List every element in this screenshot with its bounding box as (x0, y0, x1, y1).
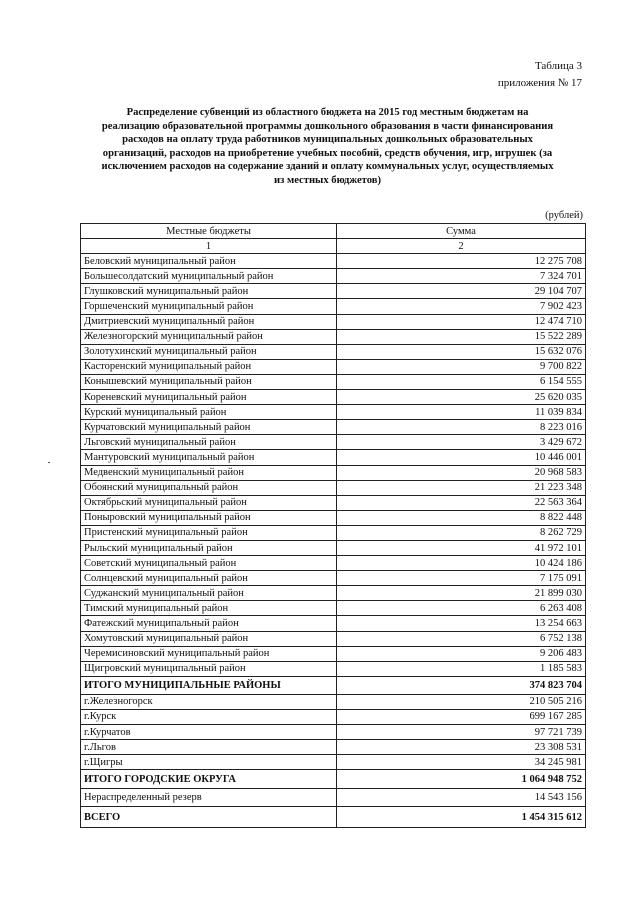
budget-name-cell: Фатежский муниципальный район (81, 616, 337, 631)
subsidy-table (80, 223, 586, 828)
cities-total-row (81, 770, 586, 789)
table-row (81, 495, 586, 510)
budget-name-cell: г.Курск (81, 709, 337, 724)
document-title: Распределение субвенций из областного бюджета на 2015 год местным бюджетам на реализацию образовательной программы дошкольного образования в части финансирования расходов на оплату труда работников муниципальных дошкольных образовательных организаций, расходов на приобретение учебных пособий, средств обучения, игр, игрушек (за исключением расходов на содержание зданий и оплату коммунальных услуг, осуществляемых из местных бюджетов) (101, 107, 554, 186)
reserve-row (81, 789, 586, 807)
budget-name-cell: ИТОГО МУНИЦИПАЛЬНЫЕ РАЙОНЫ (81, 676, 337, 694)
amount-cell: 20 968 583 (337, 465, 586, 480)
budget-name-cell: Льговский муниципальный район (81, 435, 337, 450)
table-row (81, 329, 586, 344)
table-label: Таблица 3 (534, 60, 582, 72)
budget-name-cell: Курский муниципальный район (81, 405, 337, 420)
budget-name-cell: Щигровский муниципальный район (81, 661, 337, 676)
amount-cell: 7 175 091 (337, 571, 586, 586)
appendix-label: приложения № 17 (497, 77, 582, 89)
budget-name-cell: Курчатовский муниципальный район (81, 420, 337, 435)
budget-name-cell: Солнцевский муниципальный район (81, 571, 337, 586)
table-row (81, 556, 586, 571)
table-row (81, 480, 586, 495)
budget-name-cell: Советский муниципальный район (81, 556, 337, 571)
table-row (81, 646, 586, 661)
amount-cell: 25 620 035 (337, 390, 586, 405)
budget-name-cell: Нераспределенный резерв (81, 789, 337, 807)
amount-cell: 13 254 663 (337, 616, 586, 631)
budget-name-cell: Глушковский муниципальный район (81, 284, 337, 299)
amount-cell: 6 263 408 (337, 601, 586, 616)
table-row (81, 694, 586, 709)
table-row (81, 540, 586, 555)
table-row (81, 616, 586, 631)
budget-name-cell: Обоянский муниципальный район (81, 480, 337, 495)
budget-name-cell: Черемисиновский муниципальный район (81, 646, 337, 661)
amount-cell: 1 064 948 752 (337, 770, 586, 789)
table-row (81, 435, 586, 450)
budget-name-cell: г.Железногорск (81, 694, 337, 709)
budget-name-cell: Беловский муниципальный район (81, 254, 337, 269)
unit-label: (рублей) (545, 210, 583, 221)
table-row (81, 405, 586, 420)
amount-cell: 9 206 483 (337, 646, 586, 661)
amount-cell: 21 899 030 (337, 586, 586, 601)
amount-cell: 1 185 583 (337, 661, 586, 676)
scan-speck (48, 462, 50, 463)
amount-cell: 15 632 076 (337, 344, 586, 359)
amount-cell: 14 543 156 (337, 789, 586, 807)
amount-cell: 34 245 981 (337, 755, 586, 770)
table-row (81, 661, 586, 676)
budget-name-cell: Мантуровский муниципальный район (81, 450, 337, 465)
amount-cell: 9 700 822 (337, 359, 586, 374)
table-row (81, 284, 586, 299)
column-number-1: 1 (81, 239, 337, 254)
amount-cell: 12 474 710 (337, 314, 586, 329)
budget-name-cell: Железногорский муниципальный район (81, 329, 337, 344)
table-row (81, 420, 586, 435)
amount-cell: 12 275 708 (337, 254, 586, 269)
amount-cell: 15 522 289 (337, 329, 586, 344)
table-row (81, 465, 586, 480)
budget-name-cell: Рыльский муниципальный район (81, 540, 337, 555)
amount-cell: 10 424 186 (337, 556, 586, 571)
budget-name-cell: г.Курчатов (81, 725, 337, 740)
budget-name-cell: Кореневский муниципальный район (81, 390, 337, 405)
budget-name-cell: ИТОГО ГОРОДСКИЕ ОКРУГА (81, 770, 337, 789)
budget-name-cell: г.Льгов (81, 740, 337, 755)
column-number-2: 2 (337, 239, 586, 254)
table-row (81, 450, 586, 465)
amount-cell: 3 429 672 (337, 435, 586, 450)
amount-cell: 97 721 739 (337, 725, 586, 740)
budget-name-cell: Поныровский муниципальный район (81, 510, 337, 525)
amount-cell: 6 752 138 (337, 631, 586, 646)
amount-cell: 8 262 729 (337, 525, 586, 540)
amount-cell: 29 104 707 (337, 284, 586, 299)
document-header (498, 58, 582, 92)
column-number-row (81, 239, 586, 254)
table-row (81, 299, 586, 314)
table-row (81, 374, 586, 389)
amount-cell: 8 822 448 (337, 510, 586, 525)
budget-name-cell: Тимский муниципальный район (81, 601, 337, 616)
amount-cell: 22 563 364 (337, 495, 586, 510)
table-row (81, 359, 586, 374)
table-header-row (81, 224, 586, 239)
table-row (81, 709, 586, 724)
amount-cell: 21 223 348 (337, 480, 586, 495)
budget-name-cell: Суджанский муниципальный район (81, 586, 337, 601)
amount-cell: 23 308 531 (337, 740, 586, 755)
table-row (81, 344, 586, 359)
table-row (81, 755, 586, 770)
amount-cell: 41 972 101 (337, 540, 586, 555)
budget-name-cell: г.Щигры (81, 755, 337, 770)
table-row (81, 601, 586, 616)
amount-cell: 10 446 001 (337, 450, 586, 465)
amount-cell: 374 823 704 (337, 676, 586, 694)
amount-cell: 11 039 834 (337, 405, 586, 420)
amount-cell: 699 167 285 (337, 709, 586, 724)
budget-name-cell: Хомутовский муниципальный район (81, 631, 337, 646)
column-header-amount: Сумма (337, 224, 586, 239)
amount-cell: 6 154 555 (337, 374, 586, 389)
table-row (81, 631, 586, 646)
table-row (81, 390, 586, 405)
column-header-budgets: Местные бюджеты (81, 224, 337, 239)
budget-name-cell: Горшеченский муниципальный район (81, 299, 337, 314)
table-row (81, 571, 586, 586)
amount-cell: 8 223 016 (337, 420, 586, 435)
amount-cell: 7 324 701 (337, 269, 586, 284)
amount-cell: 1 454 315 612 (337, 807, 586, 828)
amount-cell: 210 505 216 (337, 694, 586, 709)
grand-total-row (81, 807, 586, 828)
budget-name-cell: Пристенский муниципальный район (81, 525, 337, 540)
budget-name-cell: Дмитриевский муниципальный район (81, 314, 337, 329)
budget-name-cell: Конышевский муниципальный район (81, 374, 337, 389)
budget-name-cell: Большесолдатский муниципальный район (81, 269, 337, 284)
table-row (81, 586, 586, 601)
budget-name-cell: Золотухинский муниципальный район (81, 344, 337, 359)
districts-total-row (81, 676, 586, 694)
budget-name-cell: Медвенский муниципальный район (81, 465, 337, 480)
table-row (81, 254, 586, 269)
budget-name-cell: Октябрьский муниципальный район (81, 495, 337, 510)
table-row (81, 740, 586, 755)
table-row (81, 510, 586, 525)
table-row (81, 725, 586, 740)
amount-cell: 7 902 423 (337, 299, 586, 314)
table-row (81, 525, 586, 540)
budget-name-cell: Касторенский муниципальный район (81, 359, 337, 374)
table-row (81, 269, 586, 284)
budget-name-cell: ВСЕГО (81, 807, 337, 828)
table-row (81, 314, 586, 329)
